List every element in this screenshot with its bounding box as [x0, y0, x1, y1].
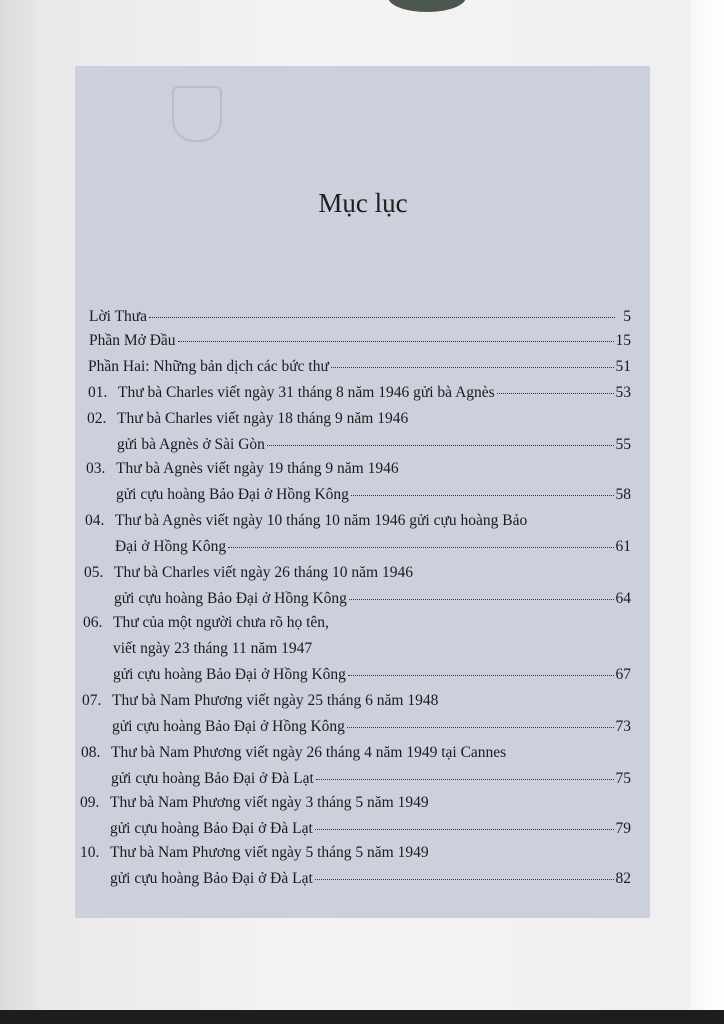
toc-entry-text: gửi cựu hoàng Bảo Đại ở Hồng Kông [114, 590, 347, 607]
book-page [36, 0, 690, 1010]
toc-dot-leader [348, 675, 614, 676]
toc-entry-text: Thư bà Charles viết ngày 31 tháng 8 năm 1946 gửi bà Agnès [118, 384, 495, 401]
toc-entry-text: Thư của một người chưa rõ họ tên, [113, 614, 329, 631]
toc-entry-text: Thư bà Agnès viết ngày 10 tháng 10 năm 1946 gửi cựu hoàng Bảo [115, 512, 528, 529]
toc-entry-text: Thư bà Charles viết ngày 26 tháng 10 năm 1946 [114, 564, 413, 581]
left-edge [0, 0, 36, 1024]
toc-entry-number: 07. [82, 692, 102, 709]
toc-entry-text: gửi cựu hoàng Bảo Đại ở Hồng Kông [112, 718, 345, 735]
toc-entry-text: Thư bà Nam Phương viết ngày 25 tháng 6 năm 1948 [112, 692, 439, 709]
toc-page-number: 73 [615, 718, 631, 735]
toc-dot-leader [331, 367, 614, 368]
toc-dot-leader [267, 445, 614, 446]
toc-dot-leader [349, 599, 614, 600]
toc-entry-number: 09. [80, 794, 100, 811]
toc-entry-text: Thư bà Agnès viết ngày 19 tháng 9 năm 1946 [116, 460, 399, 477]
toc-page-number: 5 [623, 308, 631, 325]
toc-entry-text: gửi bà Agnès ở Sài Gòn [117, 436, 265, 453]
toc-dot-leader [228, 547, 613, 548]
toc-dot-leader [316, 779, 614, 780]
toc-entry-number: 02. [87, 410, 107, 427]
toc-entry-number: 03. [86, 460, 106, 477]
right-edge [690, 0, 724, 1024]
toc-entry-text: Lời Thưa [89, 308, 148, 325]
toc-entry-text: Đại ở Hồng Kông [115, 538, 227, 555]
toc-entry-number: 08. [81, 744, 101, 761]
toc-dot-leader [315, 829, 614, 830]
toc-page-number: 58 [615, 486, 631, 503]
page-title: Mục lục [318, 188, 408, 218]
toc-dot-leader [149, 317, 615, 318]
toc-entry-text: Thư bà Charles viết ngày 18 tháng 9 năm 1946 [117, 410, 409, 427]
toc-page-number: 61 [615, 538, 631, 555]
toc-dot-leader [497, 393, 614, 394]
toc-entry-text: gửi cựu hoàng Bảo Đại ở Hồng Kông [113, 666, 346, 683]
toc-page-number: 79 [615, 820, 631, 837]
toc-page-number: 55 [615, 436, 631, 453]
toc-dot-leader [351, 495, 614, 496]
toc-entry-text: Phần Mở Đầu [89, 332, 176, 349]
toc-page-number: 64 [615, 590, 631, 607]
toc-page-number: 53 [615, 384, 631, 401]
toc-dot-leader [347, 727, 614, 728]
toc-page-number: 15 [615, 332, 631, 349]
toc-entry-text: Thư bà Nam Phương viết ngày 5 tháng 5 năm 1949 [110, 844, 429, 861]
toc-entry-text: Phần Hai: Những bản dịch các bức thư [88, 358, 329, 375]
toc-dot-leader [178, 341, 614, 342]
toc-entry-text: gửi cựu hoàng Bảo Đại ở Đà Lạt [111, 770, 314, 787]
toc-entry-text: gửi cựu hoàng Bảo Đại ở Đà Lạt [110, 820, 313, 837]
toc-entry-number: 10. [80, 844, 100, 861]
toc-page-number: 67 [615, 666, 631, 683]
bottom-edge [0, 1010, 724, 1024]
toc-entry-text: gửi cựu hoàng Bảo Đại ở Đà Lạt [110, 870, 313, 887]
toc-entry-text: gửi cựu hoàng Bảo Đại ở Hồng Kông [116, 486, 349, 503]
show-through-crest-icon [172, 86, 222, 142]
toc-entry-text: Thư bà Nam Phương viết ngày 3 tháng 5 năm 1949 [110, 794, 429, 811]
toc-page-number: 82 [615, 870, 631, 887]
toc-entry-number: 01. [88, 384, 108, 401]
toc-page-number: 51 [615, 358, 631, 375]
toc-page-number: 75 [615, 770, 631, 787]
toc-entry-number: 04. [85, 512, 105, 529]
toc-entry-number: 05. [84, 564, 104, 581]
toc-dot-leader [315, 879, 614, 880]
toc-entry-text: Thư bà Nam Phương viết ngày 26 tháng 4 năm 1949 tại Cannes [111, 744, 507, 761]
toc-entry-number: 06. [83, 614, 103, 631]
toc-entry-text: viết ngày 23 tháng 11 năm 1947 [113, 640, 313, 657]
